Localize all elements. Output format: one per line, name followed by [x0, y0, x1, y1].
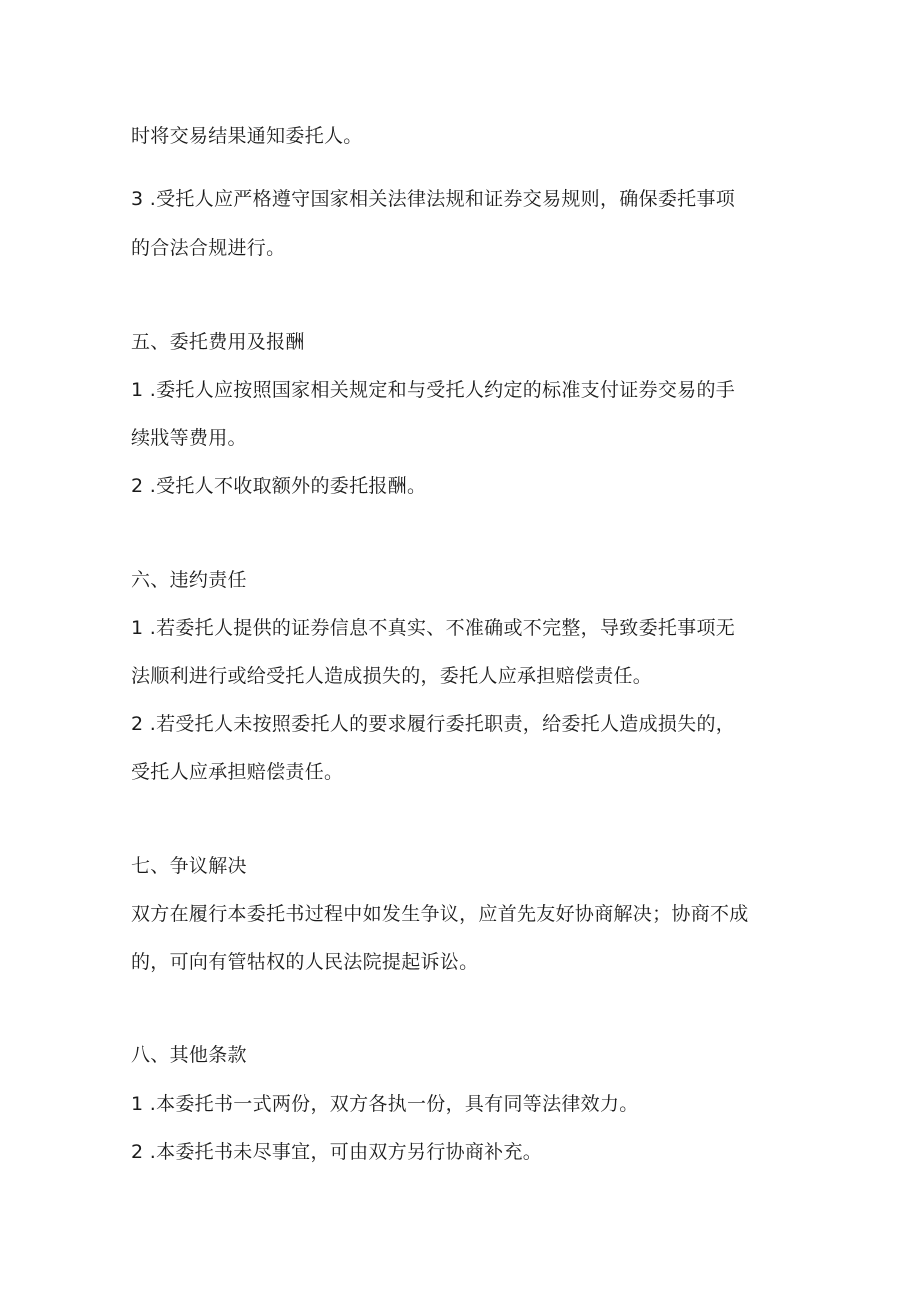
clause-line: 2 .受托人不收取额外的委托报酬。	[131, 475, 427, 497]
section-heading: 八、其他条款	[131, 1044, 247, 1066]
clause-line: 3 .受托人应严格遵守国家相关法律法规和证券交易规则，确保委托事项	[131, 188, 736, 210]
section-heading: 五、委托费用及报酬	[131, 331, 305, 353]
clause-line: 2 .本委托书未尽事宜，可由双方另行协商补充。	[131, 1141, 543, 1163]
section-heading: 七、争议解决	[131, 855, 247, 877]
paragraph-line: 法顺利进行或给受托人造成损失的，委托人应承担赔偿责任。	[131, 665, 653, 687]
clause-line: 1 .若委托人提供的证券信息不真实、不准确或不完整，导致委托事项无	[131, 617, 736, 639]
clause-line: 1 .本委托书一式两份，双方各执一份，具有同等法律效力。	[131, 1093, 639, 1115]
paragraph-line: 时将交易结果通知委托人。	[131, 125, 363, 147]
section-heading: 六、违约责任	[131, 569, 247, 591]
clause-line: 1 .委托人应按照国家相关规定和与受托人约定的标准支付证券交易的手	[131, 379, 736, 401]
paragraph-line: 受托人应承担赔偿责任。	[131, 761, 344, 783]
paragraph-line: 的，可向有管牯权的人民法院提起诉讼。	[131, 951, 479, 973]
paragraph-line: 的合法合规进行。	[131, 237, 286, 259]
clause-line: 2 .若受托人未按照委托人的要求履行委托职责，给委托人造成损失的，	[131, 713, 736, 735]
paragraph-line: 双方在履行本委托书过程中如发生争议，应首先友好协商解决；协商不成	[131, 903, 749, 925]
paragraph-line: 续戕等费用。	[131, 427, 247, 449]
